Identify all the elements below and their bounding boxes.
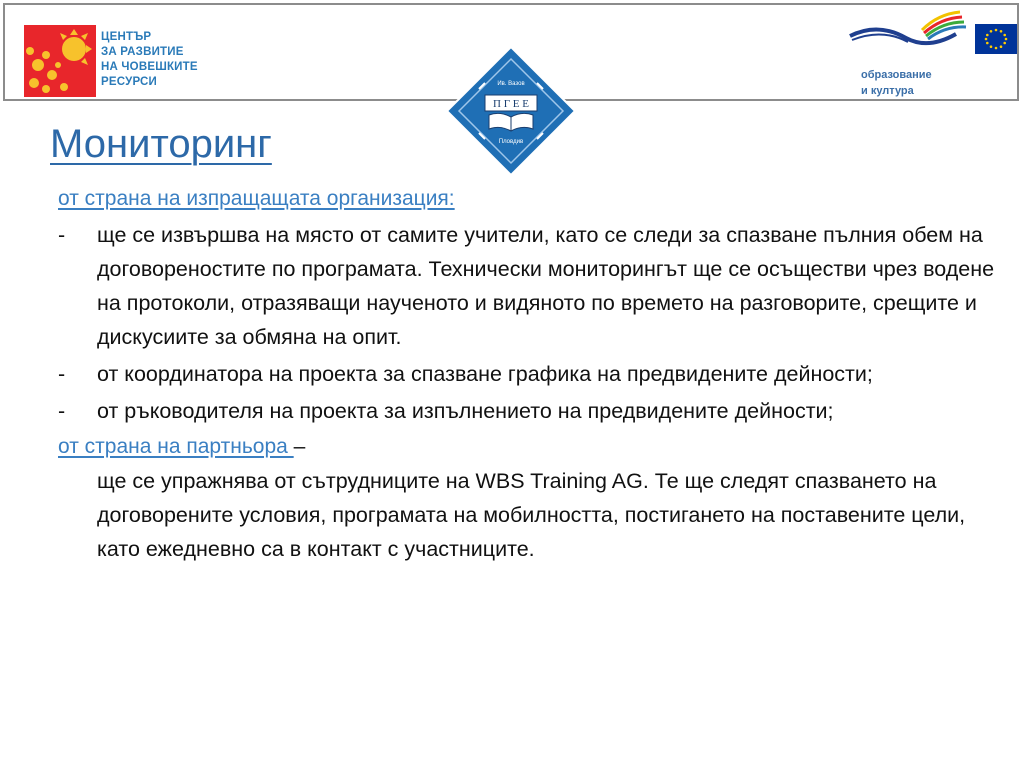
eu-flag-icon [975, 24, 1017, 54]
heading-dash: – [293, 435, 306, 458]
org-name [101, 30, 198, 90]
section-heading-text: от страна на партньора [58, 435, 294, 458]
list-item [58, 394, 1008, 428]
dash-bullet: - [58, 362, 66, 386]
school-logo-abbr: П Г Е Е [493, 98, 529, 110]
list-item [58, 218, 1008, 354]
section-heading-text: от страна на изпращащата организация: [58, 187, 455, 210]
dash-bullet: - [58, 399, 66, 423]
school-logo-bottom-text: Пловдив [498, 139, 524, 145]
edu-line: образование [861, 69, 932, 81]
page-title: Мониторинг [50, 122, 272, 166]
school-logo-top-text: Ив. Вазов [497, 81, 525, 87]
org-name-line: ЗА РАЗВИТИЕ [101, 46, 184, 58]
sending-items-list [58, 218, 1008, 428]
partner-paragraph: ще се упражнява от сътрудниците на WBS Training AG. Те ще следят спазването на договорените условия, програмата на мобилността, постигането на поставените цели, като ежедневно са в контакт с участниците. [97, 469, 966, 561]
section-heading-partner [58, 432, 1008, 462]
list-item [58, 357, 1008, 391]
school-logo-icon [445, 45, 577, 177]
section-heading-sending [58, 184, 1008, 214]
edu-culture-label [861, 67, 932, 99]
list-item-text: ще се извършва на място от самите учители, като се следи за спазване пълния обем на договореностите по програмата. Технически мониторингът ще се осъществи чрез водене на протоколи, отразяващи наученото и видяното по времето на разговорите, срещите и дискусиите за обмяна на опит. [97, 223, 995, 349]
sun-logo-icon [24, 25, 96, 97]
list-item-text: от координатора на проекта за спазване графика на предвидените дейности; [97, 362, 873, 386]
org-name-line: РЕСУРСИ [101, 76, 158, 88]
edu-line: и култура [861, 85, 914, 97]
org-name-line: ЦЕНТЪР [101, 31, 152, 43]
slide-content [58, 184, 1008, 566]
dash-bullet: - [58, 223, 66, 247]
eu-education-swoosh-icon [848, 8, 968, 60]
org-name-line: НА ЧОВЕШКИТЕ [101, 61, 198, 73]
list-item-text: от ръководителя на проекта за изпълнението на предвидените дейности; [97, 399, 834, 423]
